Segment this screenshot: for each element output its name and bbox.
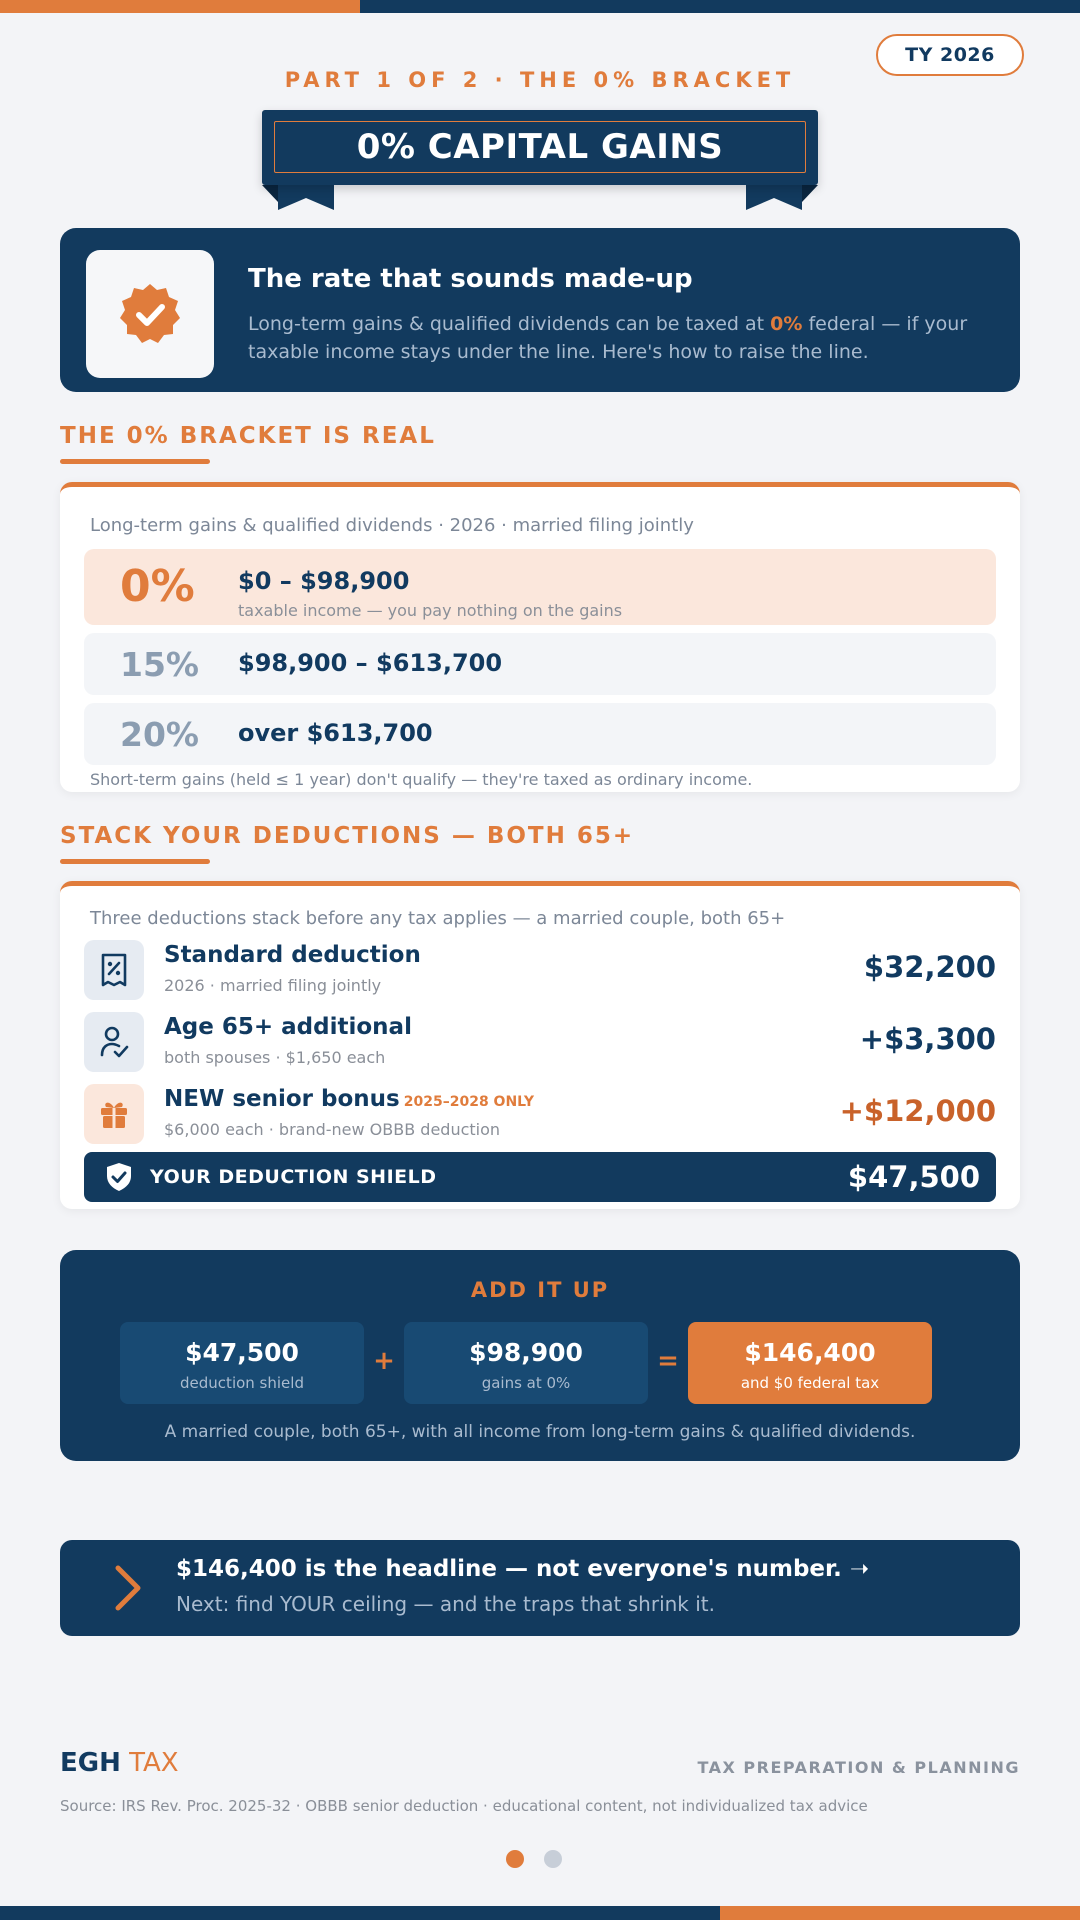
limited-time-tag: 2025–2028 ONLY (403, 1094, 535, 1110)
add-it-up-title: ADD IT UP (470, 1278, 610, 1302)
deduction-title-text: Age 65+ additional (164, 1014, 412, 1040)
sum-label: and $0 federal tax (740, 1374, 880, 1392)
deduction-title (164, 1086, 534, 1112)
cta-subtext: Next: find YOUR ceiling — and the traps that shrink it. (176, 1592, 716, 1616)
page-dot-active[interactable] (506, 1850, 524, 1868)
title-ribbon (262, 110, 818, 214)
shield-label: YOUR DEDUCTION SHIELD (150, 1166, 437, 1188)
deduction-subtitle: both spouses · $1,650 each (164, 1048, 386, 1067)
brand-name-bold: EGH (60, 1748, 121, 1778)
sum-box-gains (404, 1322, 648, 1404)
deductions-section-heading: STACK YOUR DEDUCTIONS — BOTH 65+ (60, 823, 635, 849)
bracket-range: $98,900 – $613,700 (238, 649, 503, 677)
hero-body (248, 310, 998, 366)
bracket-range: over $613,700 (238, 719, 433, 747)
hero-body-text: Long-term gains & qualified dividends can be taxed at (248, 313, 771, 335)
hero-icon-tile (86, 250, 214, 378)
bracket-rate: 20% (120, 715, 199, 754)
bottom-accent-orange (720, 1906, 1080, 1920)
bracket-rate: 15% (120, 645, 199, 684)
verified-badge-icon (117, 281, 183, 347)
deduction-subtitle: $6,000 each · brand-new OBBB deduction (164, 1120, 501, 1139)
bracket-row-1 (84, 633, 996, 695)
deduction-icon-tile (84, 1084, 144, 1144)
deduction-amount: $32,200 (863, 950, 996, 984)
equals-operator: = (657, 1346, 679, 1376)
page-dot[interactable] (544, 1850, 562, 1868)
sum-value: $146,400 (744, 1338, 876, 1367)
top-accent-bar (0, 0, 1080, 13)
shield-check-icon (104, 1162, 134, 1192)
deduction-subtitle: 2026 · married filing jointly (164, 976, 382, 995)
deduction-icon-tile (84, 1012, 144, 1072)
deduction-item (84, 940, 996, 1000)
sum-label: gains at 0% (481, 1374, 571, 1392)
deduction-title (164, 1014, 412, 1040)
banner-title: 0% CAPITAL GAINS (274, 121, 806, 173)
bracket-range: $0 – $98,900 (238, 567, 410, 595)
source-note: Source: IRS Rev. Proc. 2025-32 · OBBB senior deduction · educational content, not individualized tax advice (60, 1797, 868, 1815)
deduction-shield-total (84, 1152, 996, 1202)
deduction-title-text: NEW senior bonus (164, 1086, 400, 1112)
hero-body-text-end: federal — if your taxable income stays under the line. Here's how to raise the line. (248, 313, 968, 363)
deduction-amount: +$3,300 (859, 1022, 996, 1056)
ribbon-body (262, 110, 818, 185)
deduction-amount: +$12,000 (839, 1094, 996, 1128)
hero-title: The rate that sounds made-up (248, 264, 693, 294)
sum-value: $47,500 (185, 1338, 299, 1367)
sum-label: deduction shield (180, 1374, 304, 1392)
chevron-right-icon (112, 1564, 144, 1612)
hero-card (60, 228, 1020, 392)
bracket-note: taxable income — you pay nothing on the gains (238, 601, 623, 620)
deduction-item (84, 1012, 996, 1072)
bracket-row-2 (84, 703, 996, 765)
deductions-subtitle: Three deductions stack before any tax applies — a married couple, both 65+ (90, 908, 786, 929)
receipt-percent-icon (99, 953, 129, 987)
top-accent-orange (0, 0, 360, 13)
bracket-rate: 0% (120, 561, 195, 612)
section-underline (60, 859, 210, 864)
bracket-subtitle: Long-term gains & qualified dividends · 2026 · married filing jointly (90, 515, 694, 536)
brand-tagline: TAX PREPARATION & PLANNING (697, 1758, 1020, 1777)
cta-headline: $146,400 is the headline — not everyone's number. ➝ (176, 1556, 870, 1582)
section-underline (60, 459, 210, 464)
sum-box-shield (120, 1322, 364, 1404)
add-it-up-card (60, 1250, 1020, 1461)
plus-operator: + (373, 1346, 395, 1376)
bracket-row-0 (84, 549, 996, 625)
brand-logo (60, 1748, 179, 1778)
tax-year-badge: TY 2026 (876, 34, 1024, 76)
bracket-section-heading: THE 0% BRACKET IS REAL (60, 423, 436, 449)
hero-highlight-rate: 0% (770, 313, 803, 335)
user-check-icon (99, 1025, 129, 1059)
pagination-dots (506, 1850, 574, 1870)
bracket-footnote: Short-term gains (held ≤ 1 year) don't qualify — they're taxed as ordinary income. (90, 770, 753, 789)
series-kicker: PART 1 OF 2 · THE 0% BRACKET (284, 68, 796, 92)
deduction-item (84, 1084, 996, 1144)
add-it-up-footnote: A married couple, both 65+, with all income from long-term gains & qualified dividends. (164, 1422, 916, 1442)
deductions-card (60, 881, 1020, 1209)
shield-amount: $47,500 (847, 1160, 980, 1194)
deduction-title-text: Standard deduction (164, 942, 421, 968)
bracket-card (60, 482, 1020, 792)
deduction-icon-tile (84, 940, 144, 1000)
sum-value: $98,900 (469, 1338, 583, 1367)
brand-name-light: TAX (120, 1748, 179, 1778)
deduction-title (164, 942, 421, 968)
sum-box-result (688, 1322, 932, 1404)
bottom-accent-bar (0, 1906, 1080, 1920)
gift-icon (99, 1098, 129, 1130)
next-part-cta[interactable] (60, 1540, 1020, 1636)
